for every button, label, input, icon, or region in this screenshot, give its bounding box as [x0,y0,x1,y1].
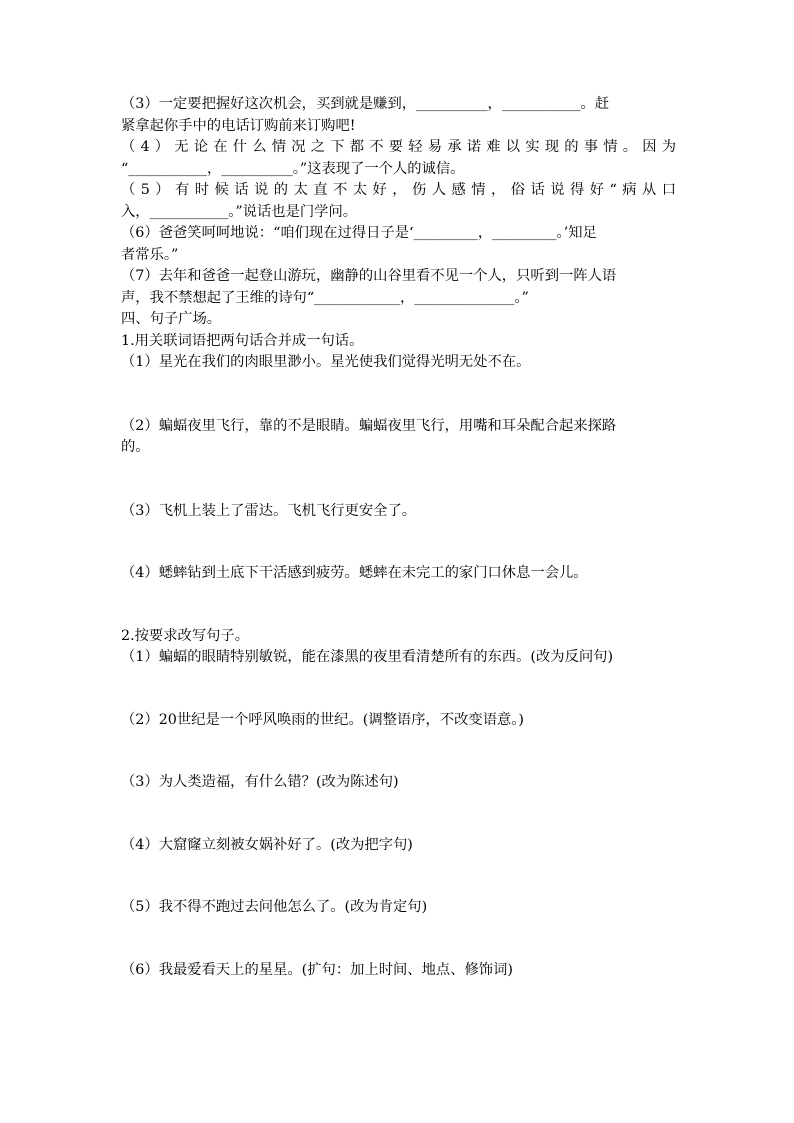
fill-item-4 [121,137,676,180]
fill-item-4-line-1: （4）无论在什么情况之下都不要轻易承诺难以实现的事情。因为 [121,139,676,155]
part-1-title [121,331,676,353]
part-1-item-2-line-2: 的。 [121,439,150,455]
fill-item-5-line-1: （5）有时候话说的太直不太好，伤人感情，俗话说得好“病从口 [121,182,676,198]
fill-item-7-line-2: 声，我不禁想起了王维的诗句“____________，______________。” [121,289,529,306]
fill-item-5 [121,180,676,223]
part-2-item-2 [121,710,676,732]
part-1-item-4 [121,563,676,585]
part-2-item-5 [121,897,676,919]
answer-space [121,731,676,772]
fill-item-3-line-1: （3）一定要把握好这次机会，买到就是赚到，__________，___________。赶 [121,96,610,112]
fill-item-5-line-2: 入，___________。”说话也是门学问。 [121,203,358,220]
part-1-item-2 [121,416,676,459]
part-1-item-1-line-1: （1）星光在我们的肉眼里渺小。星光使我们觉得光明无处不在。 [121,354,531,370]
part-2-item-1 [121,647,676,669]
answer-space [121,794,676,835]
part-2-item-6-line-1: （6）我最爱看天上的星星。(扩句：加上时间、地点、修饰词) [121,961,513,978]
fill-item-4-line-2: “___________，__________。”这表现了一个人的诚信。 [121,160,465,177]
part-1-item-1 [121,352,676,374]
part-2-item-3-line-1: （3）为人类造福，有什么错？(改为陈述句) [121,774,399,790]
fill-item-6 [121,223,676,266]
part-1-item-2-line-1: （2）蝙蝠夜里飞行，靠的不是眼睛。蝙蝠夜里飞行，用嘴和耳朵配合起来探路 [121,417,617,434]
part-2-title [121,626,676,648]
part-2-item-1-line-1: （1）蝙蝠的眼睛特别敏锐，能在漆黑的夜里看清楚所有的东西。(改为反问句) [121,649,614,665]
part-2-item-6 [121,960,676,982]
part-2-item-4-line-1: （4）大窟窿立刻被女娲补好了。(改为把字句) [121,836,413,853]
part-2-item-3 [121,772,676,794]
worksheet-page [121,94,676,981]
answer-space [121,919,676,960]
fill-in-section [121,94,676,309]
part-1-item-4-line-1: （4）蟋蟀钻到土底下干活感到疲劳。蟋蟀在未完工的家门口休息一会儿。 [121,565,588,581]
section-4-title [121,309,676,331]
fill-item-3-line-2: 紧拿起你手中的电话订购前来订购吧! [121,117,356,134]
fill-item-6-line-1: （6）爸爸笑呵呵地说：“咱们现在过得日子是‘_________，_________。’知足 [121,225,597,241]
answer-space [121,522,676,563]
answer-space [121,585,676,626]
answer-space [121,856,676,897]
fill-item-7-line-1: （7）去年和爸爸一起登山游玩，幽静的山谷里看不见一个人，只听到一阵人语 [121,268,617,284]
answer-space [121,374,676,416]
part-2-title-text: 2.按要求改写句子。 [121,627,250,644]
part-1-title-text: 1.用关联词语把两句话合并成一句话。 [121,332,364,349]
section-4-title-text: 四、句子广场。 [121,311,222,327]
part-2-item-2-line-1: （2）20世纪是一个呼风唤雨的世纪。(调整语序，不改变语意。) [121,711,525,728]
answer-space [121,459,676,501]
fill-item-7 [121,266,676,309]
part-1-item-3-line-1: （3）飞机上装上了雷达。飞机飞行更安全了。 [121,502,417,519]
part-2-item-5-line-1: （5）我不得不跑过去问他怎么了。(改为肯定句) [121,899,428,915]
part-1-item-3 [121,501,676,523]
fill-item-3 [121,94,676,137]
fill-item-6-line-2: 者常乐。” [121,246,179,263]
answer-space [121,669,676,710]
part-2-item-4 [121,835,676,857]
